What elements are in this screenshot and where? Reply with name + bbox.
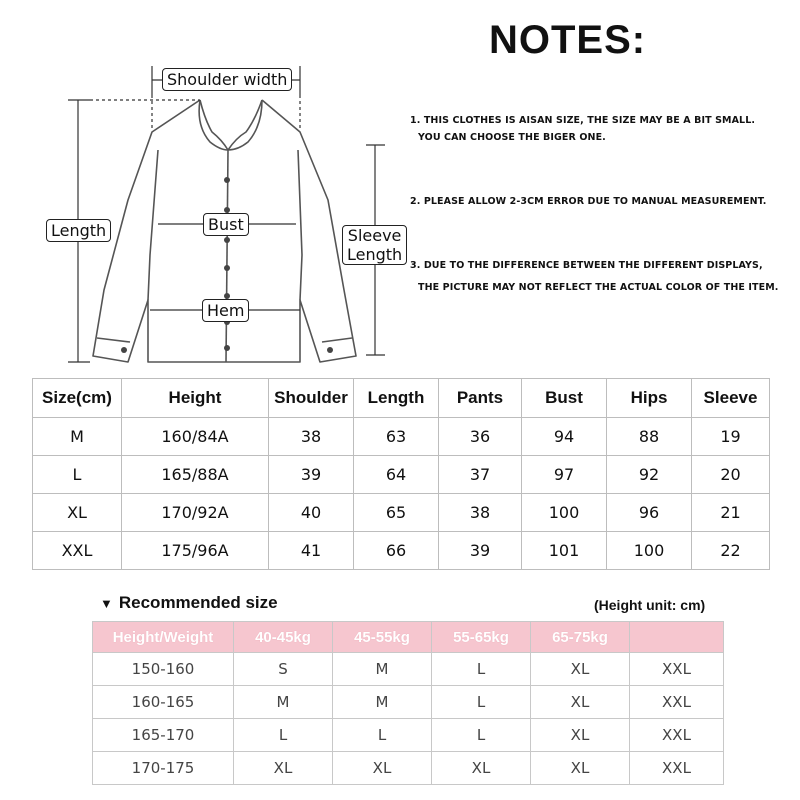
table-cell: L: [432, 719, 531, 752]
recommendation-header: [93, 622, 724, 653]
table-cell: 38: [439, 494, 522, 532]
table-cell: L: [432, 653, 531, 686]
triangle-down-icon: ▼: [100, 596, 113, 611]
header-cell: Sleeve: [692, 379, 770, 418]
table-cell: 97: [522, 456, 607, 494]
table-cell: M: [33, 418, 122, 456]
table-cell: XL: [432, 752, 531, 785]
table-cell: 92: [607, 456, 692, 494]
recommended-size-label: Recommended size: [118, 593, 278, 612]
table-cell: 165-170: [93, 719, 234, 752]
header-cell: Hips: [607, 379, 692, 418]
length-label: Length: [46, 219, 111, 242]
table-cell: 175/96A: [122, 532, 269, 570]
shoulder-width-label: Shoulder width: [162, 68, 292, 91]
bust-label: Bust: [203, 213, 249, 236]
table-cell: L: [432, 686, 531, 719]
table-cell: XL: [531, 752, 630, 785]
header-cell: Size(cm): [33, 379, 122, 418]
sleeve-length-label: [342, 225, 407, 265]
table-cell: M: [333, 653, 432, 686]
header-cell: Bust: [522, 379, 607, 418]
table-cell: 39: [269, 456, 354, 494]
height-unit-note: (Height unit: cm): [594, 597, 706, 613]
table-cell: XXL: [630, 719, 724, 752]
shirt-diagram: [0, 0, 403, 375]
sleeve-label-line1: Sleeve: [347, 226, 402, 245]
note-2: 2. PLEASE ALLOW 2-3CM ERROR DUE TO MANUAL MEASUREMENT.: [410, 196, 767, 207]
table-cell: 38: [269, 418, 354, 456]
table-cell: XL: [333, 752, 432, 785]
header-cell: [630, 622, 724, 653]
table-cell: 63: [354, 418, 439, 456]
table-cell: 19: [692, 418, 770, 456]
table-cell: 66: [354, 532, 439, 570]
table-cell: M: [333, 686, 432, 719]
table-cell: M: [234, 686, 333, 719]
header-cell: Pants: [439, 379, 522, 418]
table-cell: L: [333, 719, 432, 752]
size-table: [32, 378, 770, 570]
table-cell: XL: [531, 686, 630, 719]
note-3a: 3. DUE TO THE DIFFERENCE BETWEEN THE DIFFERENT DISPLAYS,: [410, 260, 763, 271]
table-cell: XL: [234, 752, 333, 785]
table-cell: XL: [531, 719, 630, 752]
table-cell: 65: [354, 494, 439, 532]
table-cell: L: [234, 719, 333, 752]
table-cell: 41: [269, 532, 354, 570]
note-3b: THE PICTURE MAY NOT REFLECT THE ACTUAL COLOR OF THE ITEM.: [418, 282, 779, 293]
table-cell: 100: [522, 494, 607, 532]
table-cell: 39: [439, 532, 522, 570]
table-cell: XL: [531, 653, 630, 686]
table-cell: XXL: [630, 686, 724, 719]
table-cell: 94: [522, 418, 607, 456]
table-cell: 165/88A: [122, 456, 269, 494]
header-cell: 40-45kg: [234, 622, 333, 653]
table-row: [33, 456, 770, 494]
header-cell: 65-75kg: [531, 622, 630, 653]
table-cell: 150-160: [93, 653, 234, 686]
recommended-size-title: [100, 593, 278, 613]
table-cell: 64: [354, 456, 439, 494]
note-1b: YOU CAN CHOOSE THE BIGER ONE.: [418, 132, 606, 143]
table-cell: 37: [439, 456, 522, 494]
table-row: [93, 653, 724, 686]
header-cell: Shoulder: [269, 379, 354, 418]
table-cell: 36: [439, 418, 522, 456]
sleeve-label-line2: Length: [347, 245, 403, 264]
table-cell: 160/84A: [122, 418, 269, 456]
notes-title: NOTES:: [489, 18, 647, 62]
table-cell: 170/92A: [122, 494, 269, 532]
table-cell: XL: [33, 494, 122, 532]
table-row: [33, 418, 770, 456]
hem-label: Hem: [202, 299, 249, 322]
header-cell: 45-55kg: [333, 622, 432, 653]
table-cell: 40: [269, 494, 354, 532]
table-cell: L: [33, 456, 122, 494]
table-row: [93, 719, 724, 752]
header-cell: Length: [354, 379, 439, 418]
table-cell: 20: [692, 456, 770, 494]
table-row: [93, 752, 724, 785]
recommendation-table: [92, 621, 724, 785]
table-cell: XXL: [33, 532, 122, 570]
header-cell: Height: [122, 379, 269, 418]
table-cell: 22: [692, 532, 770, 570]
table-cell: 160-165: [93, 686, 234, 719]
header-cell: Height/Weight: [93, 622, 234, 653]
table-row: [93, 686, 724, 719]
table-cell: XXL: [630, 653, 724, 686]
table-row: [33, 532, 770, 570]
table-cell: S: [234, 653, 333, 686]
size-table-header: [33, 379, 770, 418]
table-cell: XXL: [630, 752, 724, 785]
table-cell: 21: [692, 494, 770, 532]
table-cell: 170-175: [93, 752, 234, 785]
table-cell: 100: [607, 532, 692, 570]
header-cell: 55-65kg: [432, 622, 531, 653]
note-1a: 1. THIS CLOTHES IS AISAN SIZE, THE SIZE MAY BE A BIT SMALL.: [410, 115, 756, 126]
table-row: [33, 494, 770, 532]
table-cell: 96: [607, 494, 692, 532]
table-cell: 88: [607, 418, 692, 456]
table-cell: 101: [522, 532, 607, 570]
